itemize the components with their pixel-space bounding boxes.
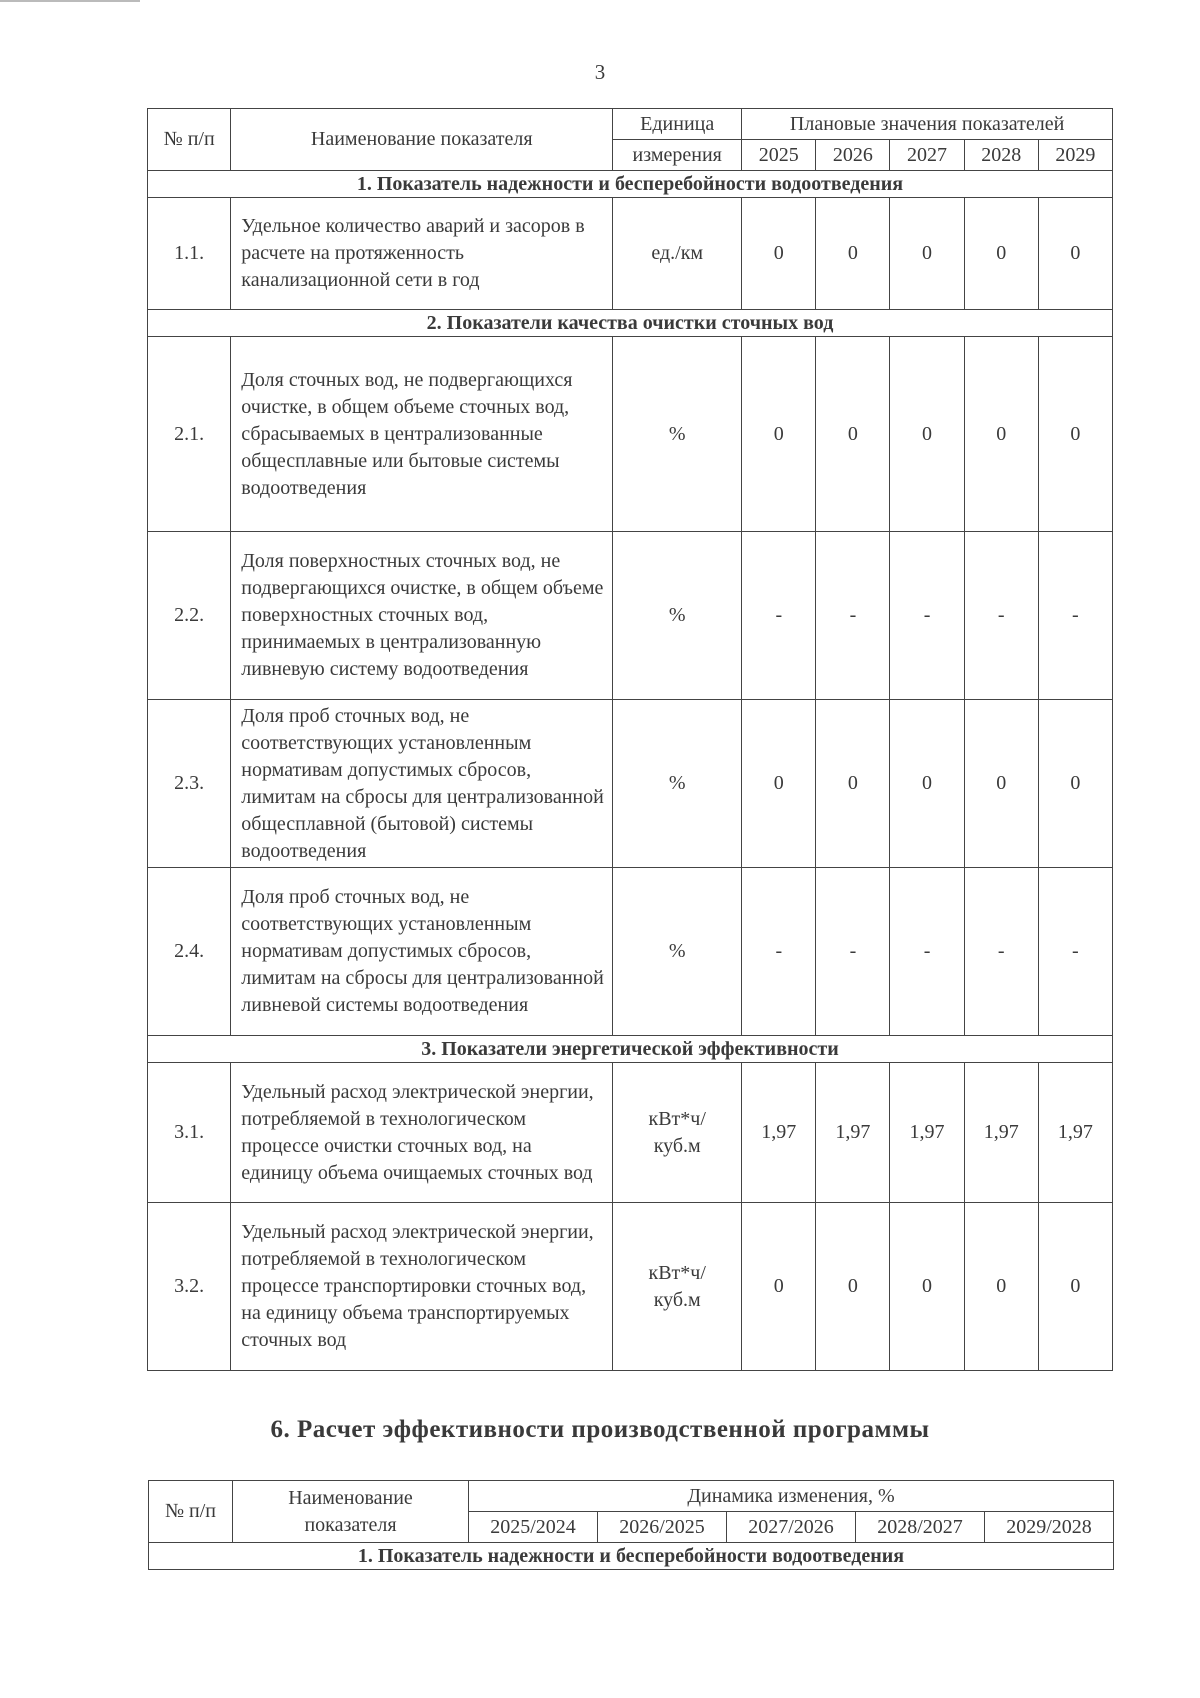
row-unit	[613, 1203, 742, 1371]
header-year: 2027	[890, 140, 964, 171]
row-num: 2.4.	[148, 868, 231, 1036]
section-6-title: 6. Расчет эффективности производственной программы	[270, 1416, 930, 1443]
row-value: -	[890, 532, 964, 700]
row-unit-line1: кВт*ч/	[648, 1107, 706, 1130]
row-value: 0	[816, 1203, 890, 1371]
row-value: 0	[964, 198, 1038, 310]
header-period: 2026/2025	[598, 1512, 727, 1543]
row-name: Удельный расход электрической энергии, потребляемой в технологическом процессе очистки сточных вод, на единицу объема очищаемых сточных вод	[231, 1063, 613, 1203]
section-title: 1. Показатель надежности и бесперебойности водоотведения	[149, 1543, 1114, 1570]
row-value: -	[890, 868, 964, 1036]
header-period: 2027/2026	[727, 1512, 856, 1543]
header-num: № п/п	[149, 1481, 233, 1543]
row-value: 0	[816, 337, 890, 532]
header-period: 2025/2024	[469, 1512, 598, 1543]
row-value: 0	[964, 700, 1038, 868]
row-value: -	[1038, 532, 1112, 700]
row-value: 0	[816, 700, 890, 868]
row-unit: %	[613, 868, 742, 1036]
row-value: 1,97	[890, 1063, 964, 1203]
row-value: 0	[890, 198, 964, 310]
header-year: 2028	[964, 140, 1038, 171]
row-value: 0	[1038, 700, 1112, 868]
row-value: -	[816, 532, 890, 700]
section-title: 3. Показатели энергетической эффективности	[148, 1036, 1113, 1063]
row-value: 0	[1038, 1203, 1112, 1371]
row-value: 0	[1038, 337, 1112, 532]
header-name: Наименование показателя	[231, 109, 613, 171]
row-name: Доля проб сточных вод, не соответствующих установленным нормативам допустимых сбросов, лимитам на сбросы для централизованной ливневой системы водоотведения	[231, 868, 613, 1036]
row-value: -	[1038, 868, 1112, 1036]
row-unit: %	[613, 532, 742, 700]
row-value: -	[742, 868, 816, 1036]
row-value: 0	[890, 700, 964, 868]
header-year: 2025	[742, 140, 816, 171]
header-period: 2029/2028	[985, 1512, 1114, 1543]
row-value: -	[964, 532, 1038, 700]
section-title: 1. Показатель надежности и бесперебойности водоотведения	[148, 171, 1113, 198]
row-value: 0	[742, 337, 816, 532]
page-number: 3	[594, 60, 606, 84]
row-value: 0	[816, 198, 890, 310]
row-unit: ед./км	[613, 198, 742, 310]
row-value: 1,97	[964, 1063, 1038, 1203]
row-name: Доля поверхностных сточных вод, не подвергающихся очистке, в общем объеме поверхностных сточных вод, принимаемых в централизованную ливневую систему водоотведения	[231, 532, 613, 700]
table-row	[148, 700, 1113, 868]
table-row	[148, 532, 1113, 700]
row-value: -	[742, 532, 816, 700]
row-value: 0	[964, 337, 1038, 532]
row-value: 0	[1038, 198, 1112, 310]
row-value: 1,97	[816, 1063, 890, 1203]
table-row	[148, 337, 1113, 532]
header-name-line2: показателя	[304, 1513, 397, 1536]
row-num: 3.2.	[148, 1203, 231, 1371]
row-num: 2.1.	[148, 337, 231, 532]
row-name: Доля сточных вод, не подвергающихся очистке, в общем объеме сточных вод, сбрасываемых в централизованные общесплавные или бытовые системы водоотведения	[231, 337, 613, 532]
header-year: 2026	[816, 140, 890, 171]
row-value: 0	[890, 1203, 964, 1371]
table-row	[148, 198, 1113, 310]
row-unit-line2: куб.м	[653, 1134, 701, 1157]
row-value: -	[816, 868, 890, 1036]
row-value: 0	[742, 198, 816, 310]
row-unit-line1: кВт*ч/	[648, 1261, 706, 1284]
row-name: Доля проб сточных вод, не соответствующих установленным нормативам допустимых сбросов, лимитам на сбросы для централизованной общесплавной (бытовой) системы водоотведения	[231, 700, 613, 868]
table-row	[148, 1203, 1113, 1371]
indicators-table	[147, 108, 1113, 1371]
row-value: 1,97	[742, 1063, 816, 1203]
row-unit	[613, 1063, 742, 1203]
row-unit: %	[613, 700, 742, 868]
row-value: 0	[890, 337, 964, 532]
header-period: 2028/2027	[856, 1512, 985, 1543]
header-year: 2029	[1038, 140, 1112, 171]
table-row	[148, 1063, 1113, 1203]
row-value: 0	[742, 1203, 816, 1371]
row-unit: %	[613, 337, 742, 532]
row-num: 2.3.	[148, 700, 231, 868]
section-title: 2. Показатели качества очистки сточных вод	[148, 310, 1113, 337]
row-num: 3.1.	[148, 1063, 231, 1203]
row-name: Удельное количество аварий и засоров в расчете на протяженность канализационной сети в год	[231, 198, 613, 310]
table-row	[148, 868, 1113, 1036]
efficiency-table	[148, 1480, 1114, 1570]
row-value: 0	[742, 700, 816, 868]
row-num: 1.1.	[148, 198, 231, 310]
scan-edge-mark	[0, 0, 140, 2]
header-num: № п/п	[148, 109, 231, 171]
row-name: Удельный расход электрической энергии, потребляемой в технологическом процессе транспортировки сточных вод, на единицу объема транспортируемых сточных вод	[231, 1203, 613, 1371]
row-num: 2.2.	[148, 532, 231, 700]
header-unit-line2: измерения	[613, 140, 742, 171]
row-value: 0	[964, 1203, 1038, 1371]
row-unit-line2: куб.м	[653, 1288, 701, 1311]
header-name	[233, 1481, 469, 1543]
header-unit-line1: Единица	[613, 109, 742, 140]
row-value: 1,97	[1038, 1063, 1112, 1203]
header-name-line1: Наименование	[288, 1486, 413, 1509]
header-plan-values: Плановые значения показателей	[742, 109, 1113, 140]
row-value: -	[964, 868, 1038, 1036]
header-dynamics: Динамика изменения, %	[469, 1481, 1114, 1512]
